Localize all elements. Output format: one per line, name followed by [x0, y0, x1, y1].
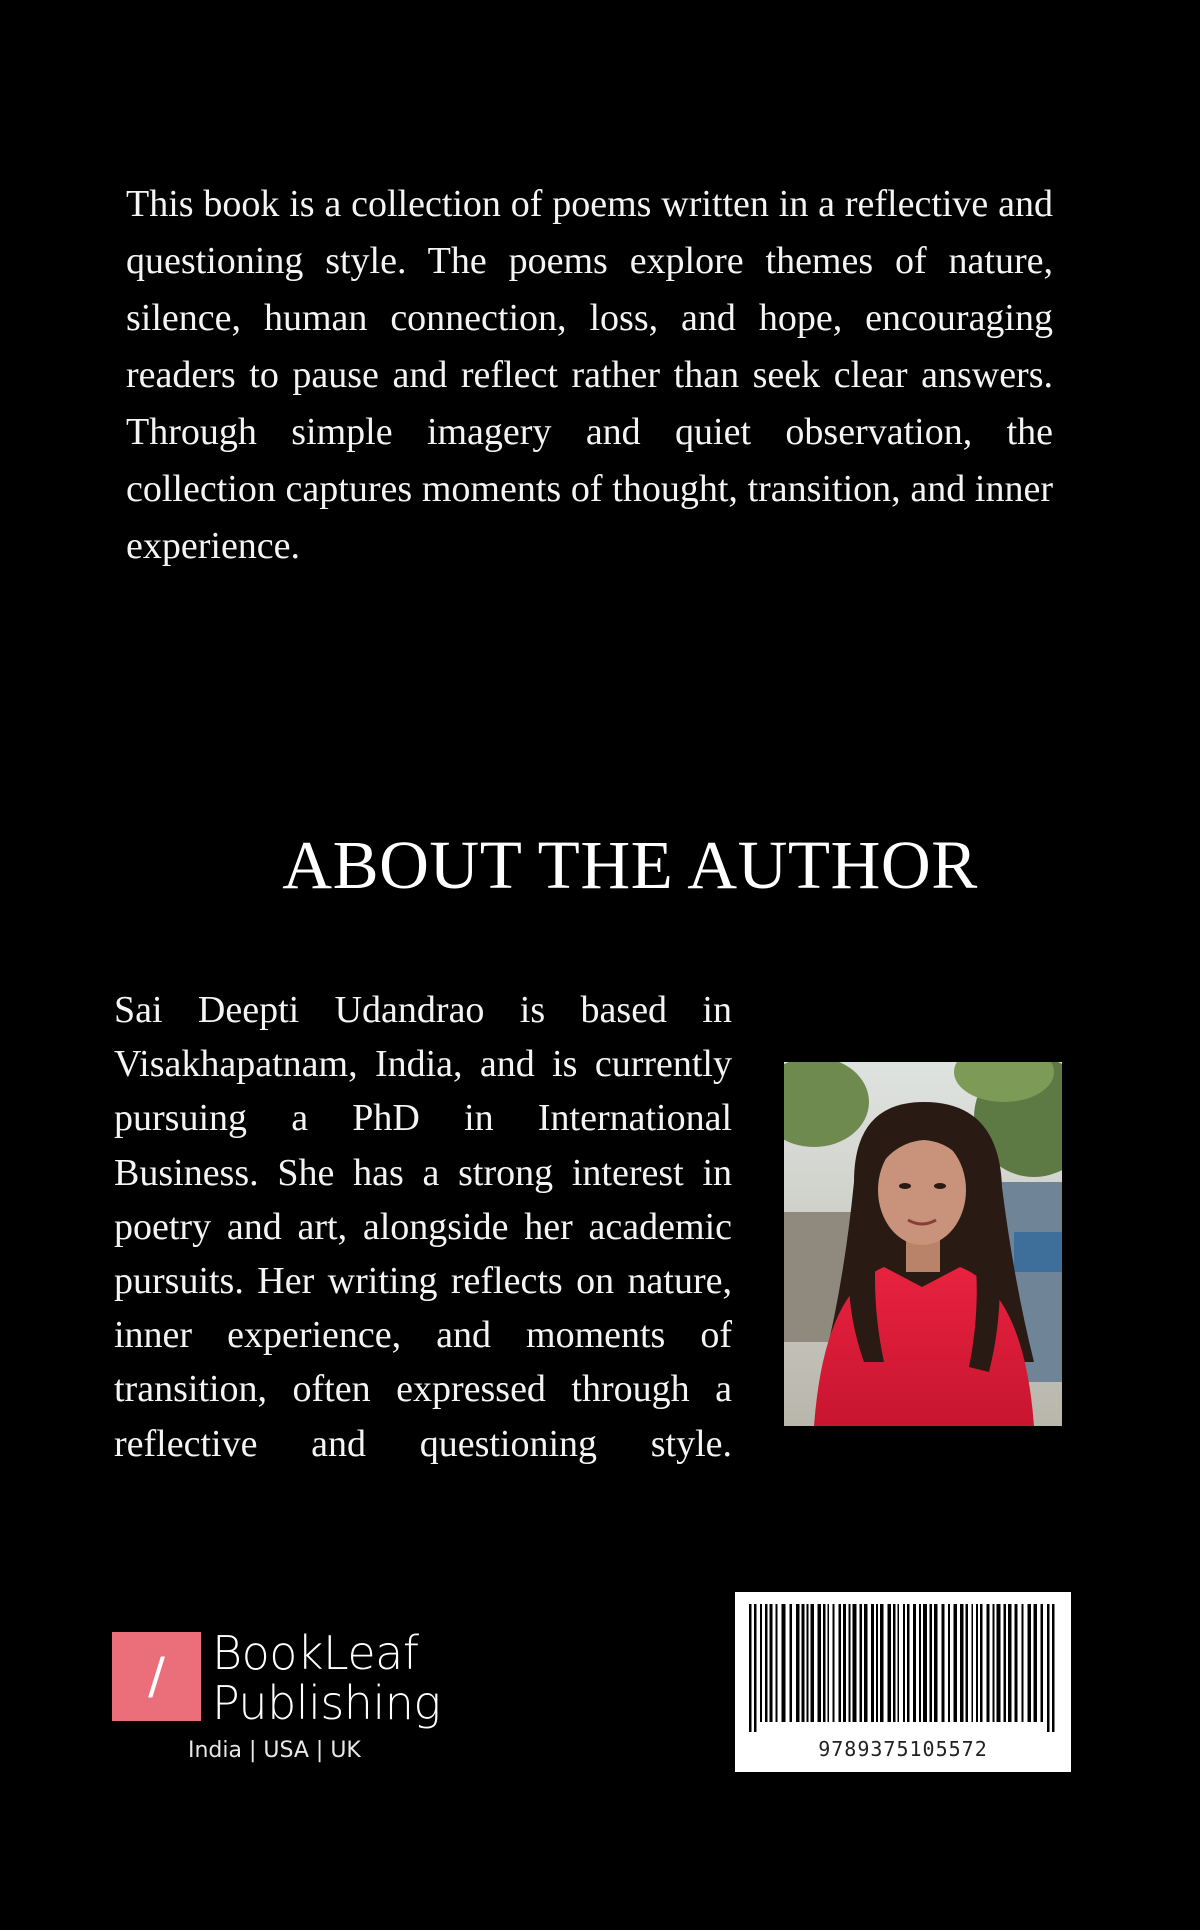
author-bio: Sai Deepti Udandrao is based in Visakhapatnam, India, and is currently pursuing a PhD in International Business. She has a strong interest in poetry and art, alongside her academic pursuits. Her writing reflects on nature, inner experience, and moments of transition, often expressed through a reflective and questioning style.	[114, 989, 732, 1465]
publisher-name-line1: BookLeaf	[212, 1626, 419, 1680]
publisher-name-line2: Publishing	[212, 1676, 441, 1730]
publisher-regions: India | USA | UK	[188, 1738, 361, 1763]
barcode-bars	[735, 1592, 1071, 1737]
slash-icon: /	[148, 1647, 165, 1705]
isbn-barcode	[735, 1592, 1071, 1772]
isbn-number: 9789375105572	[818, 1737, 988, 1761]
author-photo	[784, 1062, 1062, 1426]
publisher-name	[212, 1628, 472, 1728]
about-author-heading: ABOUT THE AUTHOR	[282, 827, 978, 903]
publisher-mark	[112, 1632, 201, 1721]
book-blurb: This book is a collection of poems written in a reflective and questioning style. The poems explore themes of nature, silence, human connection, loss, and hope, encouraging readers to pause and reflect rather than seek clear answers. Through simple imagery and quiet observation, the collection captures moments of thought, transition, and inner experience.	[126, 183, 1053, 567]
publisher-logo	[112, 1628, 472, 1768]
